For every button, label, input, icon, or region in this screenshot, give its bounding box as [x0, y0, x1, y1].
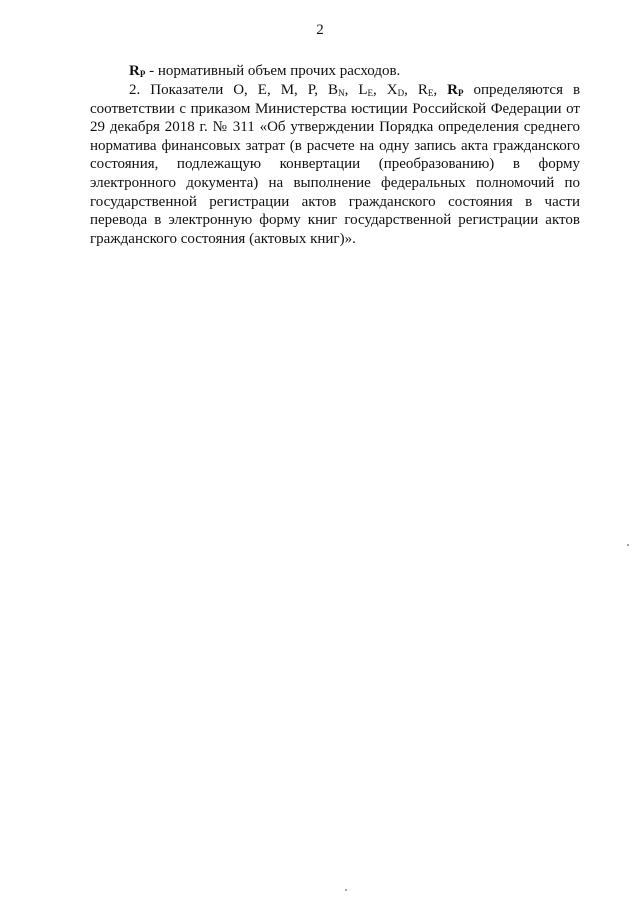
scan-speck [345, 889, 347, 891]
rp-definition-text: - нормативный объем прочих расходов. [145, 63, 401, 79]
paragraph-line: состояния, подлежащую конвертации (преобразованию) в форму [90, 156, 580, 173]
paragraph-line: гражданского состояния (актовых книг)». [90, 230, 356, 247]
symbol-xd: $X_D$, [386, 82, 408, 98]
paragraph-line: норматива финансовых затрат (в расчете на одну запись акта гражданского [90, 137, 580, 154]
paragraph-line: соответствии с приказом Министерства юстиции Российской Федерации от [90, 100, 580, 117]
paragraph-line: электронного документа) на выполнение федеральных полномочий по [90, 174, 580, 191]
symbol-le: $L_E$, [358, 82, 377, 98]
paragraph-line: государственной регистрации актов гражданского состояния в части [90, 193, 580, 210]
symbol-rp-2: $R_P$ [447, 82, 464, 98]
paragraph-line: 2. Показатели О, Е, М, Р, $B_N$, $L_E$, $X_D$, $R_E$, $R_P$ определяются в [129, 82, 581, 98]
page-number: 2 [316, 22, 324, 38]
symbol-bn: $B_N$, [328, 82, 349, 98]
paragraph-line: 29 декабря 2018 г. № 311 «Об утверждении Порядка определения среднего [90, 119, 580, 136]
paragraph-line: перевода в электронную форму книг государственной регистрации актов [90, 212, 580, 229]
scan-speck [627, 544, 629, 546]
paragraph-indicators [90, 81, 580, 248]
paragraph-rp-definition [90, 62, 580, 81]
symbol-re: $R_E$, [417, 82, 438, 98]
symbol-rp: $R_P$ [129, 63, 146, 79]
